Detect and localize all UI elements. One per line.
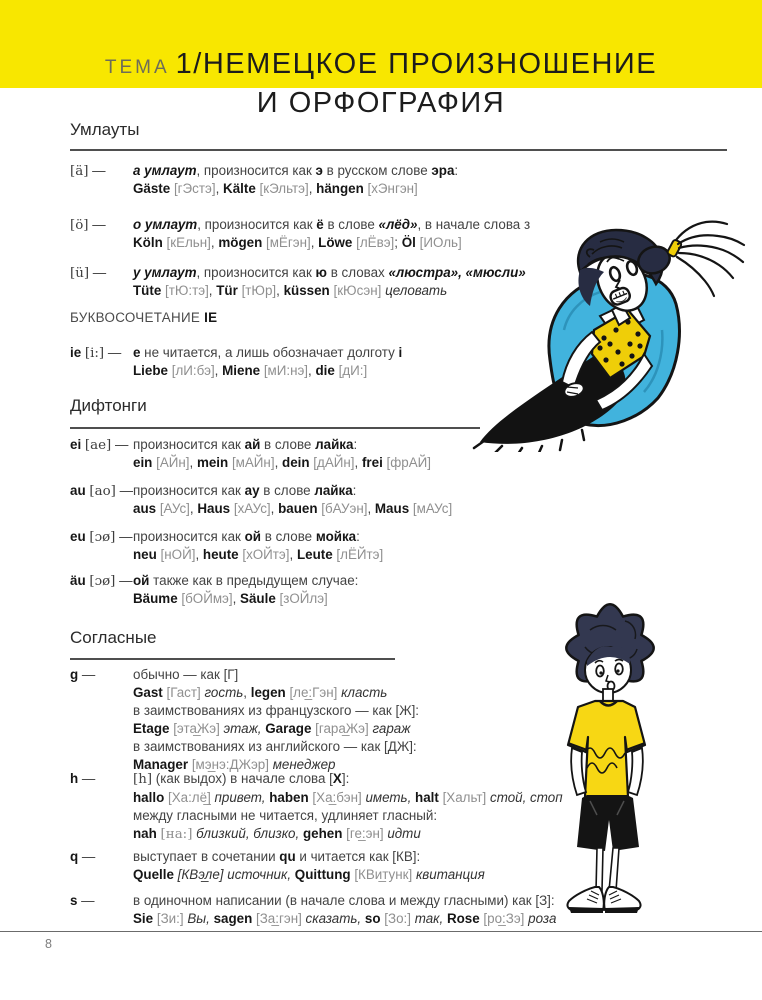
- entry-label: [ü] —: [70, 265, 107, 281]
- letter-combination-heading: БУКВОСОЧЕТАНИЕ IE: [70, 310, 218, 325]
- entry-line: в заимствованиях из английского — как [ДЖ]:: [133, 739, 417, 754]
- entry-line: обычно — как [Г]: [133, 667, 239, 682]
- entry-line: Etage [эта̲Жэ] этаж, Garage [гара̲Жэ] гараж: [133, 721, 411, 736]
- entry-line: Sie [Зи:] Вы, sagen [За̲:гэн] сказать, so [Зо:] так, Rose [ро̲:Зэ] роза: [133, 911, 557, 926]
- arm: [628, 748, 643, 795]
- chapter-kicker: ТЕМА: [104, 57, 170, 78]
- entry-label: g —: [70, 667, 96, 682]
- section-heading-consonants: Согласные: [70, 628, 157, 647]
- entry-line: neu [нОЙ], heute [хОЙтэ], Leute [лЁЙтэ]: [133, 547, 384, 562]
- entry-au-umlaut: [70, 572, 358, 608]
- section-heading-umlauts: Умлауты: [70, 120, 140, 139]
- section-divider: [70, 427, 480, 429]
- entry-line: Quelle [КВэ̲ле] источник, Quittung [КВи̲тунк] квитанция: [133, 867, 485, 882]
- section-heading-diphthongs: Дифтонги: [70, 396, 147, 415]
- entry-line: nah [на:] близкий, близко, gehen [ге̲:эн] идти: [133, 826, 421, 842]
- entry-line: hallo [Ха:лё̲] привет, haben [Ха̲:бэн] иметь, halt [Хальт] стой, стоп: [133, 790, 563, 805]
- entry-line: Köln [кЕльн], mögen [мЁгэн], Löwe [лЁвэ]; Öl [ИОль]: [133, 235, 462, 250]
- entry-label: au [ao] —: [70, 483, 133, 499]
- entry-line: выступает в сочетании qu и читается как [КВ]:: [133, 849, 421, 864]
- chapter-title-text: 1/НЕМЕЦКОЕ ПРОИЗНОШЕНИЕ: [175, 48, 658, 80]
- entry-line: в одиночном написании (в начале слова и между гласными) как [З]:: [133, 893, 555, 908]
- entry-line: между гласными не читается, удлиняет гласный:: [133, 808, 438, 823]
- entry-umlaut-a: [70, 162, 458, 198]
- entry-g: [70, 666, 419, 774]
- entry-eu: [70, 528, 383, 564]
- illustration-screaming-girl: [472, 220, 752, 452]
- eye: [596, 666, 604, 677]
- entry-line: произносится как ой в слове мойка:: [133, 529, 360, 544]
- entry-label: s —: [70, 893, 95, 908]
- page-number: 8: [45, 937, 52, 951]
- entry-line: Liebe [лИ:бэ], Miene [мИ:нэ], die [дИ:]: [133, 363, 368, 378]
- entry-line: [h] (как выдох) в начале слова [X]:: [133, 771, 350, 787]
- entry-line: в заимствованиях из французского — как [Ж]:: [133, 703, 420, 718]
- entry-label: äu [ɔø] —: [70, 573, 133, 589]
- entry-umlaut-u: [70, 264, 526, 300]
- entry-line: произносится как ай в слове лайка:: [133, 437, 358, 452]
- entry-line: Tüte [тЮ:тэ], Tür [тЮр], küssen [кЮсэн] целовать: [133, 283, 448, 298]
- entry-line: Gäste [гЭстэ], Kälte [кЭльтэ], hängen [хЭнгэн]: [133, 181, 418, 196]
- section-divider: [70, 658, 395, 660]
- leg: [609, 848, 619, 891]
- entry-label: [ö] —: [70, 217, 106, 233]
- footer-rule: [0, 931, 762, 932]
- entry-umlaut-o: [70, 216, 530, 252]
- chapter-title-line2: И ОРФОГРАФИЯ: [256, 87, 506, 119]
- arm: [571, 748, 586, 795]
- entry-label: ie [i:] —: [70, 345, 122, 361]
- entry-line: у умлаут, произносится как ю в словах «люстра», «мюсли»: [133, 265, 526, 280]
- section-divider: [70, 149, 727, 151]
- entry-label: eu [ɔø] —: [70, 529, 133, 545]
- leg: [596, 848, 603, 891]
- illustration-worried-boy: [545, 585, 725, 930]
- entry-line: о умлаут, произносится как ё в слове «лёд», в начале слова з: [133, 217, 531, 232]
- sneaker: [567, 887, 603, 913]
- ponytail: [676, 222, 744, 296]
- entry-label: ei [ae] —: [70, 437, 129, 453]
- entry-line: Gast [Гаст] гость, legen [ле̲:Гэн] класть: [133, 685, 388, 700]
- entry-h: [70, 770, 563, 844]
- entry-s: [70, 892, 556, 928]
- entry-line: e не читается, а лишь обозначает долготу i: [133, 345, 403, 360]
- entry-line: Manager [мэ̲нэ:ДЖэр] менеджер: [133, 757, 336, 772]
- chapter-title-line1: [0, 48, 762, 81]
- entry-line: aus [АУс], Haus [хАУс], bauen [бАУэн], Maus [мАУс]: [133, 501, 453, 516]
- entry-line: произносится как ау в слове лайка:: [133, 483, 357, 498]
- sneaker: [604, 887, 640, 913]
- entry-line: а умлаут, произносится как э в русском слове эра:: [133, 163, 459, 178]
- entry-label: h —: [70, 771, 96, 786]
- entry-line: ой также как в предыдущем случае:: [133, 573, 359, 588]
- entry-au: [70, 482, 452, 518]
- entry-ie: [70, 344, 402, 380]
- entry-line: ein [АЙн], mein [мАЙн], dein [дАЙн], frei [фрАЙ]: [133, 455, 431, 470]
- eye: [615, 664, 623, 675]
- entry-ei: [70, 436, 431, 472]
- entry-label: q —: [70, 849, 96, 864]
- shorts: [577, 795, 639, 851]
- entry-q: [70, 848, 485, 884]
- entry-label: [ä] —: [70, 163, 106, 179]
- entry-line: Bäume [бОЙмэ], Säule [зОЙлэ]: [133, 591, 328, 606]
